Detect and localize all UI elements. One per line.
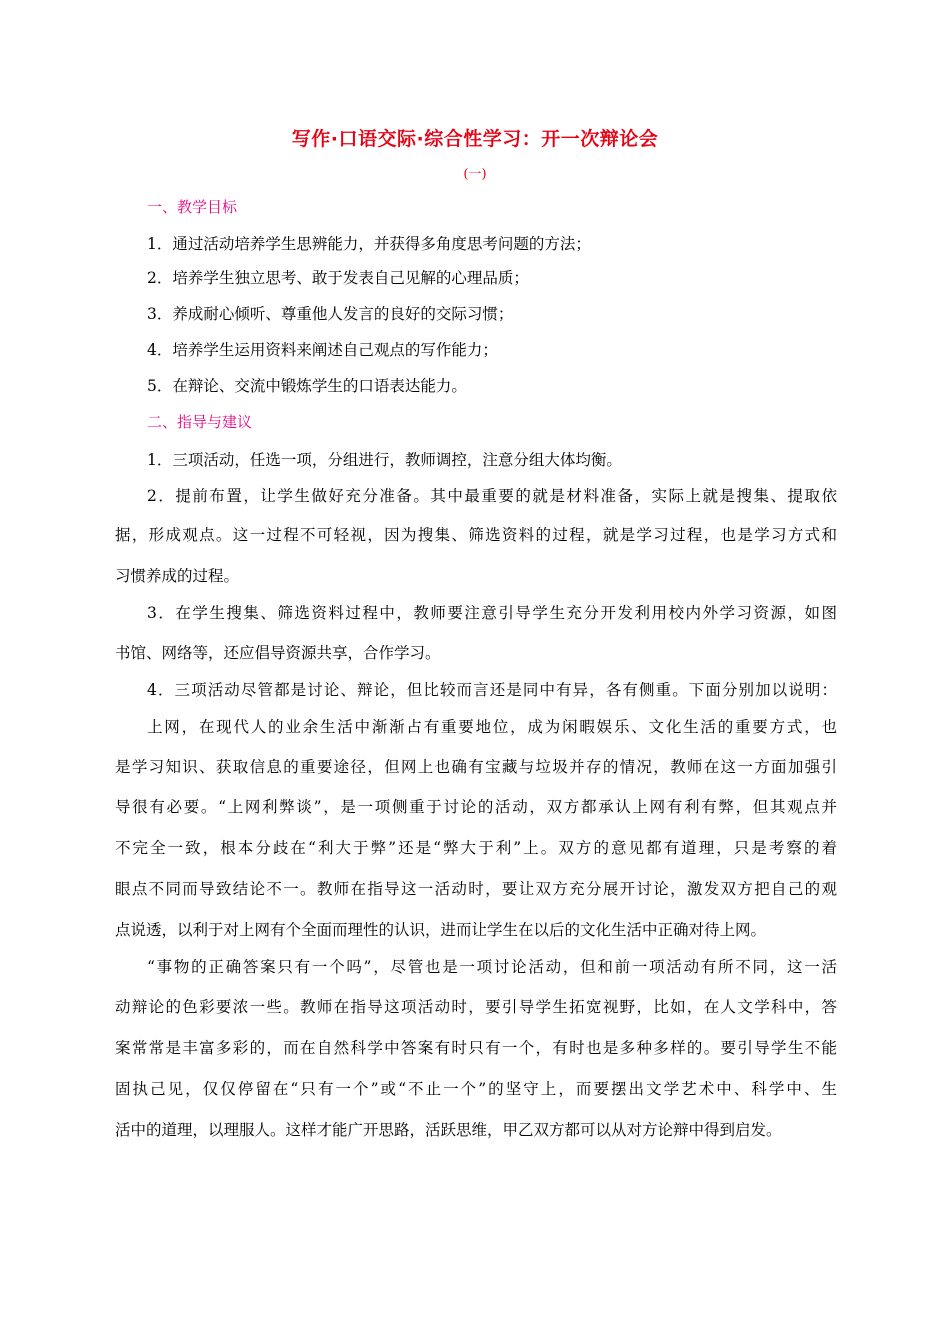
paragraph-line: 不完全一致，根本分歧在“利大于弊”还是“弊大于利”上。双方的意见都有道理，只是考察的着	[115, 839, 837, 857]
paragraph-line: 3．在学生搜集、筛选资料过程中，教师要注意引导学生充分开发利用校内外学习资源，如图	[147, 604, 837, 622]
paragraph-line: 5．在辩论、交流中锻炼学生的口语表达能力。	[147, 377, 467, 395]
paragraph-line: 习惯养成的过程。	[115, 567, 240, 585]
document-title: 写作·口语交际·综合性学习：开一次辩论会	[291, 128, 659, 150]
section-heading-guidance: 二、指导与建议	[147, 413, 253, 431]
paragraph-line: 点说透，以利于对上网有个全面而理性的认识，进而让学生在以后的文化生活中正确对待上网。	[115, 921, 767, 939]
paragraph-line: “事物的正确答案只有一个吗”，尽管也是一项讨论活动，但和前一项活动有所不同，这一活	[147, 958, 837, 976]
paragraph-line: 活中的道理，以理服人。这样才能广开思路，活跃思维，甲乙双方都可以从对方论辩中得到启发。	[115, 1121, 782, 1139]
paragraph-line: 书馆、网络等，还应倡导资源共享，合作学习。	[115, 644, 441, 662]
paragraph-line: 是学习知识、获取信息的重要途径，但网上也确有宝藏与垃圾并存的情况，教师在这一方面加强引	[115, 758, 837, 776]
paragraph-line: 据，形成观点。这一过程不可轻视，因为搜集、筛选资料的过程，就是学习过程，也是学习方式和	[115, 526, 837, 544]
paragraph-line: 2．提前布置，让学生做好充分准备。其中最重要的就是材料准备，实际上就是搜集、提取依	[147, 487, 837, 505]
paragraph-line: 眼点不同而导致结论不一。教师在指导这一活动时，要让双方充分展开讨论，激发双方把自己的观	[115, 880, 837, 898]
paragraph-line: 导很有必要。“上网利弊谈”，是一项侧重于讨论的活动，双方都承认上网有利有弊，但其观点并	[115, 798, 837, 816]
document-subtitle: (一)	[463, 167, 487, 182]
paragraph-line: 1．通过活动培养学生思辨能力，并获得多角度思考问题的方法；	[147, 235, 591, 253]
paragraph-line: 4．三项活动尽管都是讨论、辩论，但比较而言还是同中有异，各有侧重。下面分别加以说明：	[147, 681, 837, 699]
paragraph-line: 案常常是丰富多彩的，而在自然科学中答案有时只有一个，有时也是多种多样的。要引导学生不能	[115, 1039, 837, 1057]
paragraph-line: 动辩论的色彩要浓一些。教师在指导这项活动时，要引导学生拓宽视野，比如，在人文学科中，答	[115, 998, 837, 1016]
paragraph-line: 上网，在现代人的业余生活中渐渐占有重要地位，成为闲暇娱乐、文化生活的重要方式，也	[147, 718, 837, 736]
paragraph-line: 固执己见，仅仅停留在“只有一个”或“不止一个”的坚守上，而要摆出文学艺术中、科学中、生	[115, 1080, 837, 1098]
section-heading-objectives: 一、教学目标	[147, 198, 238, 216]
paragraph-line: 1．三项活动，任选一项，分组进行，教师调控，注意分组大体均衡。	[147, 451, 622, 469]
paragraph-line: 4．培养学生运用资料来阐述自己观点的写作能力；	[147, 341, 498, 359]
paragraph-line: 3．养成耐心倾听、尊重他人发言的良好的交际习惯；	[147, 305, 514, 323]
paragraph-line: 2．培养学生独立思考、敢于发表自己见解的心理品质；	[147, 269, 529, 287]
